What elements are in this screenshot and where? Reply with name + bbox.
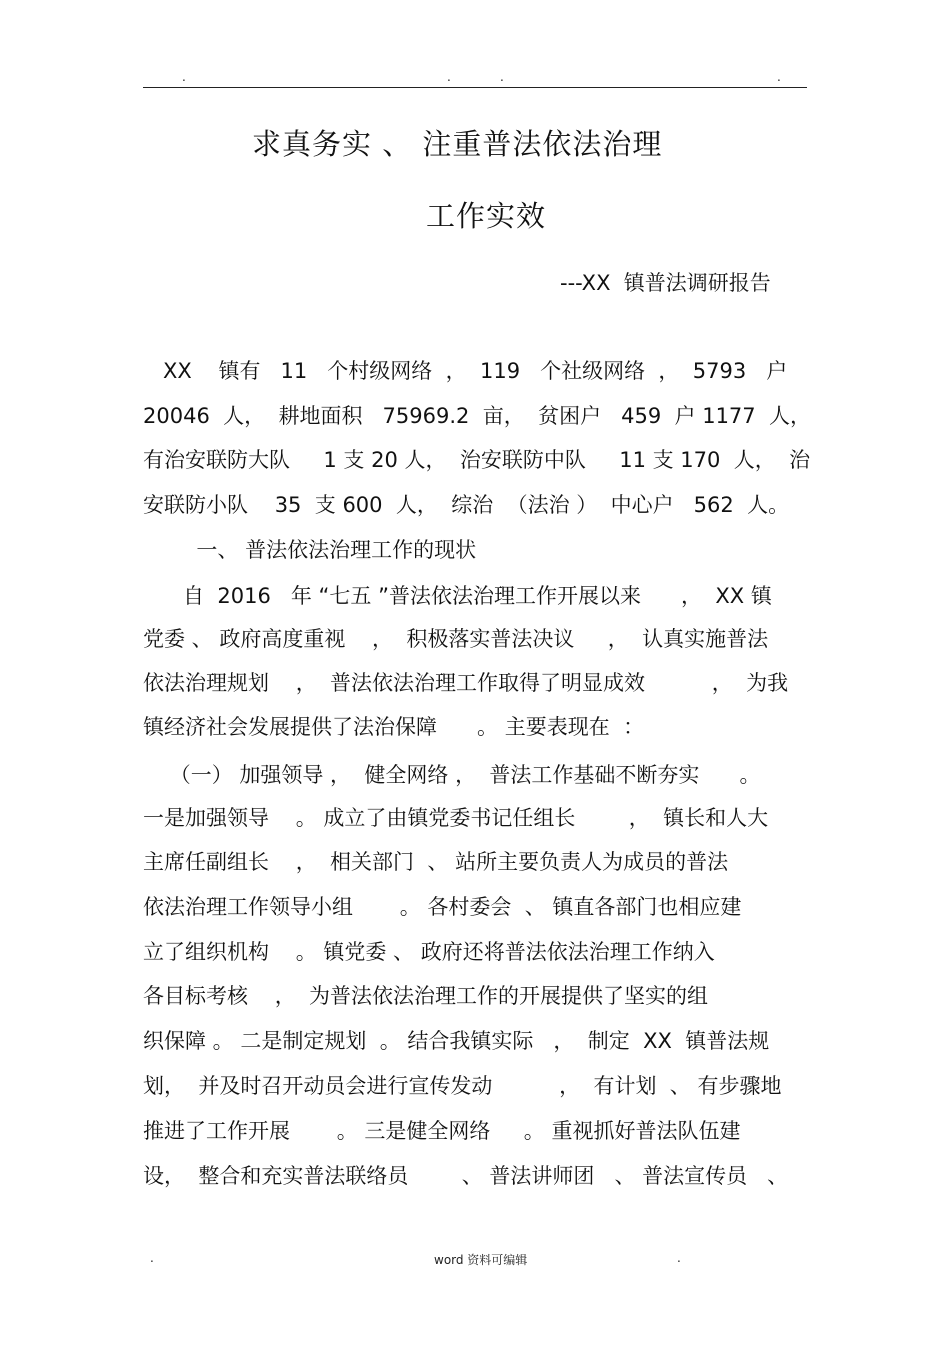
header-dot: .	[777, 70, 781, 84]
body-line: XX 镇有 11 个村级网络 ， 119 个社级网络 ， 5793 户	[143, 359, 788, 383]
body-line: 自 2016 年 “七五 ”普法依法治理工作开展以来 ， XX 镇	[143, 584, 772, 608]
body-line: 有治安联防大队 1 支 20 人， 治安联防中队 11 支 170 人， 治	[143, 448, 811, 472]
body-line: 依法治理工作领导小组 。 各村委会 、 镇直各部门也相应建	[143, 895, 742, 919]
document-title-line2: 工作实效	[426, 199, 547, 233]
body-line: 一是加强领导 。 成立了由镇党委书记任组长 ， 镇长和人大	[143, 806, 769, 830]
body-line: 主席任副组长 ， 相关部门 、 站所主要负责人为成员的普法	[143, 850, 729, 874]
document-subtitle: ---XX 镇普法调研报告	[560, 271, 771, 295]
body-line: 立了组织机构 。 镇党委 、 政府还将普法依法治理工作纳入	[143, 940, 715, 964]
body-line: 20046 人， 耕地面积 75969.2 亩， 贫困户 459 户 1177 人，	[143, 404, 811, 428]
body-line: 依法治理规划 ， 普法依法治理工作取得了明显成效 ， 为我	[143, 671, 789, 695]
header-dot: .	[500, 70, 504, 84]
footer-dot: .	[150, 1251, 154, 1265]
body-line: 安联防小队 35 支 600 人， 综治 （法治 ） 中心户 562 人。	[143, 493, 790, 517]
footer-text: word 资料可编辑	[434, 1253, 528, 1267]
body-line: 推进了工作开展 。 三是健全网络 。 重视抓好普法队伍建	[143, 1119, 741, 1143]
body-line: 划， 并及时召开动员会进行宣传发动 ， 有计划 、 有步骤地	[143, 1074, 782, 1098]
body-line: 镇经济社会发展提供了法治保障 。 主要表现在 ：	[143, 715, 645, 739]
body-line: 党委 、 政府高度重视 ， 积极落实普法决议 ， 认真实施普法	[143, 627, 769, 651]
header-dot: .	[182, 70, 186, 84]
body-line: 织保障 。 二是制定规划 。 结合我镇实际 ， 制定 XX 镇普法规	[143, 1029, 770, 1053]
section-heading: 一、 普法依法治理工作的现状	[143, 538, 477, 562]
document-title-line1: 求真务实 、 注重普法依法治理	[252, 127, 663, 161]
subsection-heading: （一） 加强领导 ， 健全网络 ， 普法工作基础不断夯实 。	[143, 763, 761, 787]
body-line: 各目标考核 ， 为普法依法治理工作的开展提供了坚实的组	[143, 984, 709, 1008]
footer-dot: .	[677, 1251, 681, 1265]
header-rule	[143, 87, 807, 88]
body-line: 设， 整合和充实普法联络员 、 普法讲师团 、 普法宣传员 、	[143, 1164, 789, 1188]
header-dot: .	[447, 70, 451, 84]
